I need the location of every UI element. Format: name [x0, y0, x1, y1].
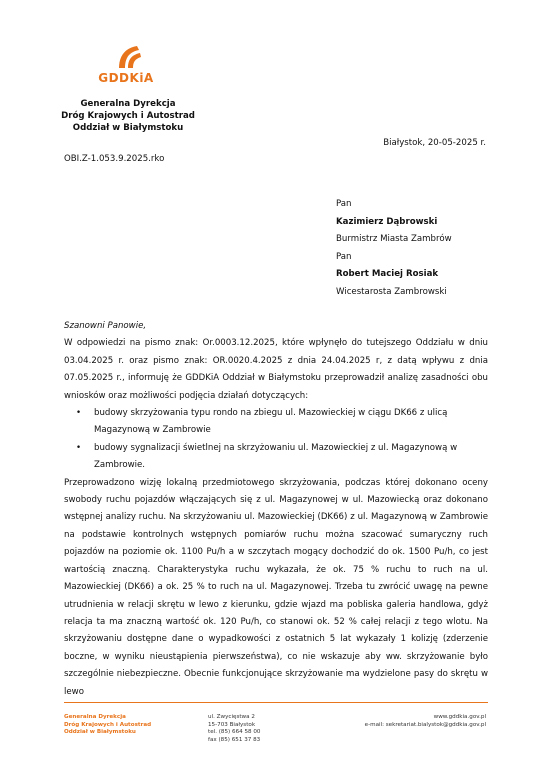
footer-email-link[interactable]: e-mail: sekretariat.bialystok@gddkia.gov.pl	[364, 721, 486, 728]
addressee-block	[336, 196, 452, 301]
footer-divider	[64, 702, 488, 703]
gddkia-logo	[98, 44, 154, 85]
addressee-salutation: Pan	[336, 199, 352, 209]
letter-date: Białystok, 20-05-2025 r.	[383, 138, 486, 148]
addressee-name: Kazimierz Dąbrowski	[336, 216, 438, 227]
bullet-item: • budowy sygnalizacji świetlnej na skrzyżowaniu ul. Mazowieckiej z ul. Magazynową w Zambrowie.	[64, 440, 488, 475]
letter-body	[64, 318, 488, 701]
footer-organization	[64, 714, 151, 737]
addressee-name: Robert Maciej Rosiak	[336, 269, 439, 279]
bullet-item: • budowy skrzyżowania typu rondo na zbiegu ul. Mazowieckiej w ciągu DK66 z ulicą Magazynową w Zambrowie	[64, 405, 488, 440]
bullet-list	[64, 405, 488, 475]
main-paragraph: Przeprowadzono wizję lokalną przedmiotowego skrzyżowania, podczas której dokonano oceny swobody ruchu pojazdów włączających się z ul. Magazynowej w ul. Mazowiecką oraz dokonano wstępnej analizy ruchu. Na skrzyżowaniu ul. Mazowieckiej (DK66) z ul. Magazynową w Zambrowie na podstawie kontrolnych wstępnych pomiarów ruchu można szacować sumaryczny ruch pojazdów na poziomie ok. 1100 Pu/h a w szczytach mogący dochodzić do ok. 1500 Pu/h, co jest wartością znaczną. Charakterystyka ruchu wykazała, że ok. 75 % ruchu to ruch na ul. Mazowieckiej (DK66) a ok. 25 % to ruch na ul. Magazynowej. Trzeba tu zwrócić uwagę na pewne utrudnienia w relacji skrętu w lewo z kierunku, gdzie wjazd ma pobliska galeria handlowa, gdyż relacja ta ma znaczną wartość ok. 120 Pu/h, co stanowi ok. 52 % całej relacji z tego wlotu. Na skrzyżowaniu dostępne dane o wypadkowości z ostatnich 5 lat wykazały 1 kolizję (zderzenie boczne, w wyniku nieustąpienia pierwszeństwa), co nie wskazuje aby ww. skrzyżowanie było szczególnie niebezpieczne. Obecnie funkcjonujące skrzyżowanie ma wydzielone pasy do skrętu w lewo	[64, 477, 488, 697]
footer-org-line: Oddział w Białymstoku	[64, 729, 136, 735]
org-line: Oddział w Białymstoku	[72, 123, 184, 133]
logo-text: GDDKiA	[98, 71, 154, 85]
footer-org-line: Dróg Krajowych i Autostrad	[64, 721, 152, 728]
footer-contact	[365, 714, 486, 729]
reference-number: OBI.Z-1.053.9.2025.rko	[64, 154, 165, 164]
footer-org-line: Generalna Dyrekcja	[64, 714, 126, 720]
footer-address-line: 15-703 Białystok	[208, 721, 256, 728]
body-salutation: Szanowni Panowie,	[64, 321, 147, 331]
footer-address-line: fax (85) 651 37 83	[208, 736, 261, 743]
footer-address-line: tel. (85) 664 58 00	[208, 729, 261, 735]
org-line: Generalna Dyrekcja	[80, 99, 176, 109]
footer-address-line: ul. Zwycięstwa 2	[208, 714, 255, 720]
addressee-salutation: Pan	[336, 251, 352, 262]
addressee-title: Wicestarosta Zambrowski	[336, 286, 447, 297]
addressee-title: Burmistrz Miasta Zambrów	[336, 234, 452, 244]
footer-address	[208, 714, 260, 744]
sender-organization	[28, 98, 228, 134]
intro-paragraph: W odpowiedzi na pismo znak: Or.0003.12.2025, które wpłynęło do tutejszego Oddziału w dniu 03.04.2025 r. oraz pismo znak: OR.0020.4.2025 z dnia 24.04.2025 r, z datą wpływu z dnia 07.05.2025 r., informuję że GDDKiA Oddział w Białymstoku przeprowadził analizę zasadności obu wniosków oraz możliwości podjęcia działań dotyczących:	[64, 338, 488, 401]
gddkia-emblem-icon	[109, 44, 143, 70]
footer-website-link[interactable]: www.gddkia.gov.pl	[433, 714, 486, 720]
org-line: Dróg Krajowych i Autostrad	[61, 111, 195, 121]
